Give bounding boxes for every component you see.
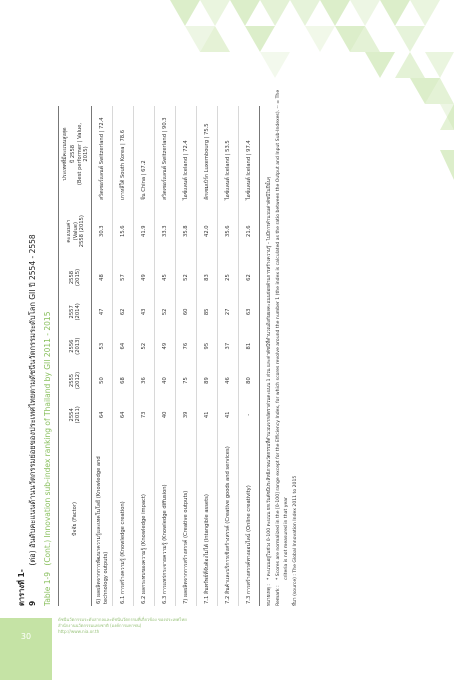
cell-2013: 95 — [197, 329, 218, 363]
cell-2014: 85 — [197, 295, 218, 329]
cell-2013: 76 — [176, 329, 197, 363]
page-number: 30 — [20, 632, 32, 641]
cell-best: สวิตเซอร์แลนด์ Switzerland | 72.4 — [92, 106, 113, 202]
innovation-subindex-table — [58, 106, 260, 606]
header-best-performer: ประเทศที่มีคะแนนสูงสุด ปี 2558 (Best performer | Value, 2015) — [59, 106, 92, 202]
caption-en — [43, 66, 52, 606]
cell-2015: 48 — [92, 260, 113, 294]
cell-indicator: 6.2 ผลกระทบของความรู้ (Knowledge impact) — [134, 432, 155, 606]
header-value: คะแนนค่า (Value) 2558 (2015) — [59, 202, 92, 260]
cell-2014: 62 — [113, 295, 134, 329]
header-2012: 2555 (2012) — [59, 363, 92, 397]
cell-2015: 49 — [134, 260, 155, 294]
cell-value: 41.9 — [134, 202, 155, 260]
cell-value: 15.6 — [113, 202, 134, 260]
cell-best: สวิตเซอร์แลนด์ Switzerland | 90.3 — [155, 106, 176, 202]
header-2011: 2554 (2011) — [59, 398, 92, 432]
cell-best: ไอซ์แลนด์ Iceland | 53.5 — [218, 106, 239, 202]
note-en — [275, 66, 292, 606]
cell-best: เกาหลีใต้ South Korea | 78.6 — [113, 106, 134, 202]
cell-best: จีน China | 67.2 — [134, 106, 155, 202]
cell-indicator: 6.3 การแพร่กระจายความรู้ (Knowledge diffusion) — [155, 432, 176, 606]
cell-best: ลักเซมเบิร์ก Luxembourg | 75.5 — [197, 106, 218, 202]
table-caption — [16, 66, 52, 606]
cell-2014: 43 — [134, 295, 155, 329]
cell-2015: 83 — [197, 260, 218, 294]
cell-2012: 75 — [176, 363, 197, 397]
cell-2012: 68 — [113, 363, 134, 397]
page-footer — [58, 617, 187, 635]
table-header-row — [59, 106, 92, 606]
cell-value: 35.8 — [176, 202, 197, 260]
table-row — [134, 106, 155, 606]
cell-indicator: 7.2 สินค้าและบริการเชิงสร้างสรรค์ (Creative goods and services) — [218, 432, 239, 606]
table-row — [239, 106, 260, 606]
cell-best: ไอซ์แลนด์ Iceland | 72.4 — [176, 106, 197, 202]
note-label-en: Remark : — [275, 585, 281, 606]
table-label-th: ตารางที่ 1-9 — [17, 569, 37, 606]
cell-value: 21.6 — [239, 202, 260, 260]
cell-2013: 37 — [218, 329, 239, 363]
cell-2011: 40 — [155, 398, 176, 432]
note-source: ที่มา (source) : The Global Innovation Index 2011 to 2015 — [292, 475, 298, 606]
footer-org: สำนักงานนวัตกรรมแห่งชาติ (องค์การมหาชน) — [58, 623, 142, 628]
cell-2011: - — [239, 398, 260, 432]
cell-2011: 39 — [176, 398, 197, 432]
cell-indicator: 7.1 สินทรัพย์ที่จับต้องไม่ได้ (Intangible assets) — [197, 432, 218, 606]
cell-2015: 57 — [113, 260, 134, 294]
table-row — [155, 106, 176, 606]
table-row — [218, 106, 239, 606]
footer-title: ดัชนีนวัตกรรมระดับสากลและดัชนีนวัตกรรมที่เกี่ยวข้อง ของประเทศไทย — [58, 617, 187, 622]
cell-2011: 41 — [197, 398, 218, 432]
cell-2015: 62 — [239, 260, 260, 294]
cell-2012: 46 — [218, 363, 239, 397]
cell-2012: 80 — [239, 363, 260, 397]
cell-value: 42.0 — [197, 202, 218, 260]
table-notes — [266, 66, 300, 606]
header-2015: 2558 (2015) — [59, 260, 92, 294]
cell-best: ไอซ์แลนด์ Iceland | 97.4 — [239, 106, 260, 202]
rotated-content — [0, 56, 406, 636]
table-row — [92, 106, 113, 606]
cell-2013: 64 — [113, 329, 134, 363]
cell-2013: 49 — [155, 329, 176, 363]
page-number-tab — [0, 618, 52, 680]
cell-2012: 36 — [134, 363, 155, 397]
cell-2011: 73 — [134, 398, 155, 432]
table-label-en: Table 1-9 — [43, 571, 52, 606]
cell-2011: 41 — [218, 398, 239, 432]
note-text-th: * คะแนนอยู่ในช่วง 0-100 คะแนน ยกเว้นดัชนีประสิทธิภาพนวัตกรรมที่คำนวณจากอัตราส่วนคะแนน 1 ส่วน และค่าดัชนีที่คำนวณอิงกับผลคะแนนย่อยด้านการสร้างความรู้ – ไม่มีการคำนวณค่าดัชนีในปีนั้นๆ — [267, 176, 272, 580]
cell-2013: 53 — [92, 329, 113, 363]
caption-th — [16, 66, 39, 606]
cell-indicator: 7) ผลผลิตจากการสร้างสรรค์ (Creative outputs) — [176, 432, 197, 606]
cell-value: 30.3 — [92, 202, 113, 260]
cell-2015: 25 — [218, 260, 239, 294]
cell-2015: 52 — [176, 260, 197, 294]
cell-indicator: 6.1 การสร้างความรู้ (Knowledge creation) — [113, 432, 134, 606]
table-row — [113, 106, 134, 606]
cell-2014: 27 — [218, 295, 239, 329]
note-th — [266, 66, 275, 606]
cell-2013: 81 — [239, 329, 260, 363]
table-row — [176, 106, 197, 606]
header-indicator: ปัจจัย (Factor) — [59, 432, 92, 606]
cell-2014: 47 — [92, 295, 113, 329]
cell-2011: 64 — [113, 398, 134, 432]
header-2014: 2557 (2014) — [59, 295, 92, 329]
cell-indicator: 6) ผลผลิตจากการพัฒนาความรู้และเทคโนโลยี (Knowledge and technology outputs) — [92, 432, 113, 606]
cell-value: 35.6 — [218, 202, 239, 260]
note-text-en: * Scores are normalized in the [0-100] range except for the Efficiency Index, for which scores revolve around the number 1 (the index is calculated as the ratio between the Output and Input Sub-Indexes). -- = The criteria is not measured in that year — [275, 89, 289, 580]
cell-2014: 52 — [155, 295, 176, 329]
note-label-th: หมายเหตุ : — [267, 584, 272, 606]
cell-2012: 89 — [197, 363, 218, 397]
cell-2014: 60 — [176, 295, 197, 329]
cell-2012: 50 — [92, 363, 113, 397]
table-title-en: (Cont.) Innovation sub-index ranking of Thailand by GII 2011 - 2015 — [43, 311, 52, 566]
cell-value: 33.3 — [155, 202, 176, 260]
footer-url: http://www.nia.or.th — [58, 629, 100, 634]
cell-2014: 63 — [239, 295, 260, 329]
cell-2015: 45 — [155, 260, 176, 294]
cell-2012: 40 — [155, 363, 176, 397]
header-2013: 2556 (2013) — [59, 329, 92, 363]
cell-indicator: 7.3 การสร้างสรรค์ทางออนไลน์ (Online creativity) — [239, 432, 260, 606]
table-title-th: (ต่อ) อันดับคะแนนด้านนวัตกรรมย่อยของประเทศไทยตามดัชนีนวัตกรรมระดับโลก GII ปี 2554 - 2558 — [28, 234, 37, 566]
cell-2011: 64 — [92, 398, 113, 432]
cell-2013: 52 — [134, 329, 155, 363]
table-row — [197, 106, 218, 606]
